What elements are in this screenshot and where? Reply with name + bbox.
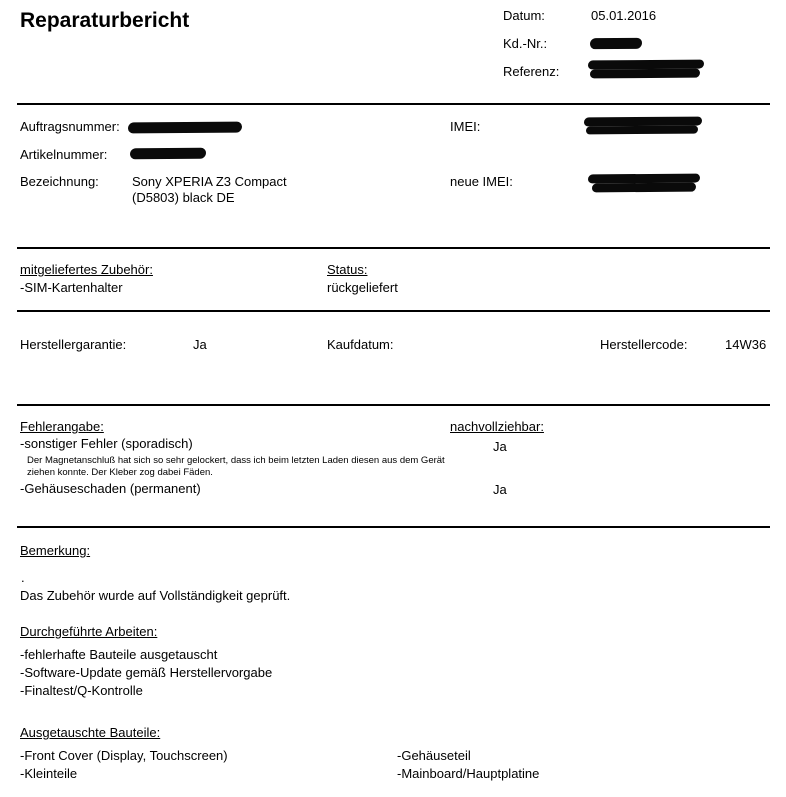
imei-label: IMEI: xyxy=(450,119,481,134)
auftragsnummer-label: Auftragsnummer: xyxy=(20,119,120,134)
bezeichnung-line1: Sony XPERIA Z3 Compact xyxy=(132,174,287,189)
datum-label: Datum: xyxy=(503,8,545,23)
kdnr-label: Kd.-Nr.: xyxy=(503,36,548,51)
status-value: rückgeliefert xyxy=(327,280,398,295)
divider-3 xyxy=(17,310,770,312)
herstellergarantie-value: Ja xyxy=(193,337,207,352)
herstellercode-value: 14W36 xyxy=(725,337,767,352)
parts-heading: Ausgetauschte Bauteile: xyxy=(20,725,161,740)
reproducible-heading: nachvollziehbar: xyxy=(450,419,544,434)
accessories-heading: mitgeliefertes Zubehör: xyxy=(20,262,153,277)
referenz-label: Referenz: xyxy=(503,64,560,79)
part-item-right: - Mainboard/Hauptplatine xyxy=(397,766,539,782)
kdnr-redaction xyxy=(590,38,642,49)
divider-5 xyxy=(17,526,770,528)
datum-value: 05.01.2016 xyxy=(591,8,657,23)
neue-imei-label: neue IMEI: xyxy=(450,174,513,189)
work-item: - Finaltest/Q-Kontrolle xyxy=(20,683,143,699)
part-item-left: - Front Cover (Display, Touchscreen) xyxy=(20,748,228,764)
report-title: Reparaturbericht xyxy=(20,9,190,32)
imei-redaction-2 xyxy=(586,126,698,135)
work-heading: Durchgeführte Arbeiten: xyxy=(20,624,158,639)
divider-4 xyxy=(17,404,770,406)
fault-item-2: - Gehäuseschaden (permanent) xyxy=(20,481,201,497)
remarks-dot: . xyxy=(21,570,25,585)
accessory-item: - SIM-Kartenhalter xyxy=(20,280,123,296)
faults-heading: Fehlerangabe: xyxy=(20,419,104,434)
referenz-redaction-2 xyxy=(590,69,700,79)
part-item-right: - Gehäuseteil xyxy=(397,748,471,764)
bezeichnung-label: Bezeichnung: xyxy=(20,174,99,189)
divider-1 xyxy=(17,103,770,105)
fault-item-1-note: Der Magnetanschluß hat sich so sehr gelockert, dass ich beim letzten Laden diesen aus dem Gerät ziehen konnte. Der Kleber zog dabei Fäden. xyxy=(27,455,445,478)
herstellercode-label: Herstellercode: xyxy=(600,337,688,352)
status-heading: Status: xyxy=(327,262,368,277)
work-item: - Software-Update gemäß Herstellervorgabe xyxy=(20,665,272,681)
kaufdatum-label: Kaufdatum: xyxy=(327,337,394,352)
auftragsnummer-redaction xyxy=(128,122,242,134)
remarks-heading: Bemerkung: xyxy=(20,543,91,558)
artikelnummer-redaction xyxy=(130,148,206,160)
herstellergarantie-label: Herstellergarantie: xyxy=(20,337,127,352)
fault-item-1: - sonstiger Fehler (sporadisch) xyxy=(20,436,193,452)
remarks-text: Das Zubehör wurde auf Vollständigkeit geprüft. xyxy=(20,588,291,603)
fault-item-2-reproducible: Ja xyxy=(493,482,507,497)
fault-item-1-reproducible: Ja xyxy=(493,439,507,454)
neue-imei-redaction-2 xyxy=(592,183,696,193)
artikelnummer-label: Artikelnummer: xyxy=(20,147,108,162)
bezeichnung-line2: (D5803) black DE xyxy=(132,190,235,205)
divider-2 xyxy=(17,247,770,249)
part-item-left: - Kleinteile xyxy=(20,766,77,782)
work-item: - fehlerhafte Bauteile ausgetauscht xyxy=(20,647,217,663)
